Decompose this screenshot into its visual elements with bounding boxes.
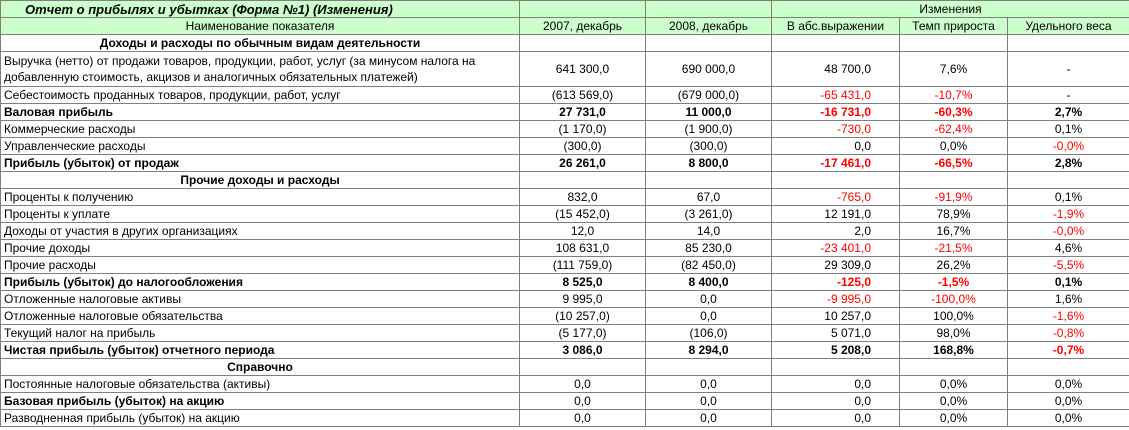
name-column-header: Наименование показателя (1, 18, 520, 35)
value-2008: 0,0 (646, 410, 772, 427)
row-name: Коммерческие расходы (1, 121, 520, 138)
value-2007: 3 086,0 (520, 342, 646, 359)
row-name: Прибыль (убыток) до налогообложения (1, 274, 520, 291)
section-title: Справочно (1, 359, 520, 376)
share-change: 0,1% (1008, 189, 1129, 206)
abs-change: -765,0 (772, 189, 900, 206)
abs-change: -17 461,0 (772, 155, 900, 172)
growth-rate: -66,5% (900, 155, 1008, 172)
row-name: Проценты к получению (1, 189, 520, 206)
growth-rate: 16,7% (900, 223, 1008, 240)
section-title: Прочие доходы и расходы (1, 172, 520, 189)
value-2007: (15 452,0) (520, 206, 646, 223)
growth-rate: -21,5% (900, 240, 1008, 257)
section-title: Доходы и расходы по обычным видам деятельности (1, 35, 520, 52)
table-row (1, 410, 1129, 427)
table-row (1, 104, 1129, 121)
row-name: Прочие расходы (1, 257, 520, 274)
growth-rate: 0,0% (900, 376, 1008, 393)
table-row (1, 240, 1129, 257)
table-row (1, 223, 1129, 240)
changes-group-header: Изменения (772, 1, 1129, 18)
abs-change: 0,0 (772, 393, 900, 410)
share-change: 0,1% (1008, 121, 1129, 138)
abs-change: -9 995,0 (772, 291, 900, 308)
row-name: Постоянные налоговые обязательства (активы) (1, 376, 520, 393)
table-row (1, 206, 1129, 223)
value-2008: (679 000,0) (646, 87, 772, 104)
value-2007: 12,0 (520, 223, 646, 240)
share-change-header: Удельного веса (1008, 18, 1129, 35)
table-row (1, 257, 1129, 274)
value-2008: 0,0 (646, 291, 772, 308)
value-2008: 67,0 (646, 189, 772, 206)
share-change: -0,7% (1008, 342, 1129, 359)
table-row (1, 274, 1129, 291)
growth-rate: -1,5% (900, 274, 1008, 291)
value-2007: (613 569,0) (520, 87, 646, 104)
row-name: Отложенные налоговые активы (1, 291, 520, 308)
table-row (1, 189, 1129, 206)
abs-change: 0,0 (772, 138, 900, 155)
value-2007: (1 170,0) (520, 121, 646, 138)
abs-change: 2,0 (772, 223, 900, 240)
value-2007: 0,0 (520, 376, 646, 393)
value-2007: (300,0) (520, 138, 646, 155)
table-row (1, 155, 1129, 172)
value-2008: 11 000,0 (646, 104, 772, 121)
value-2008: 0,0 (646, 376, 772, 393)
share-change: -1,6% (1008, 308, 1129, 325)
table-row (1, 87, 1129, 104)
value-2008: (300,0) (646, 138, 772, 155)
row-name: Разводненная прибыль (убыток) на акцию (1, 410, 520, 427)
growth-rate: 0,0% (900, 138, 1008, 155)
value-2007: 0,0 (520, 410, 646, 427)
row-name: Чистая прибыль (убыток) отчетного периода (1, 342, 520, 359)
row-name: Прибыль (убыток) от продаж (1, 155, 520, 172)
value-2008: 85 230,0 (646, 240, 772, 257)
share-change: -5,5% (1008, 257, 1129, 274)
row-name: Прочие доходы (1, 240, 520, 257)
row-name: Валовая прибыль (1, 104, 520, 121)
table-row (1, 342, 1129, 359)
value-2008: (3 261,0) (646, 206, 772, 223)
value-2007: (5 177,0) (520, 325, 646, 342)
row-name: Доходы от участия в других организациях (1, 223, 520, 240)
row-name: Текущий налог на прибыль (1, 325, 520, 342)
growth-rate: -60,3% (900, 104, 1008, 121)
share-change: 4,6% (1008, 240, 1129, 257)
abs-change: 0,0 (772, 410, 900, 427)
abs-change: 0,0 (772, 376, 900, 393)
title-row (1, 1, 1129, 18)
row-name: Отложенные налоговые обязательства (1, 308, 520, 325)
value-2007: (10 257,0) (520, 308, 646, 325)
value-2008: 0,0 (646, 308, 772, 325)
share-change: 1,6% (1008, 291, 1129, 308)
abs-change: 5 071,0 (772, 325, 900, 342)
value-2007: 8 525,0 (520, 274, 646, 291)
column-header-row (1, 18, 1129, 35)
value-2008: 8 400,0 (646, 274, 772, 291)
value-2008: (106,0) (646, 325, 772, 342)
value-2007: 0,0 (520, 393, 646, 410)
share-change: -0,8% (1008, 325, 1129, 342)
share-change: 2,7% (1008, 104, 1129, 121)
row-name: Проценты к уплате (1, 206, 520, 223)
share-change: 2,8% (1008, 155, 1129, 172)
abs-change: 48 700,0 (772, 52, 900, 87)
growth-rate: 168,8% (900, 342, 1008, 359)
value-2008: 14,0 (646, 223, 772, 240)
growth-rate: -91,9% (900, 189, 1008, 206)
table-row (1, 393, 1129, 410)
growth-rate: 26,2% (900, 257, 1008, 274)
share-change: 0,0% (1008, 393, 1129, 410)
table-row (1, 52, 1129, 87)
share-change: -0,0% (1008, 223, 1129, 240)
row-name: Себестоимость проданных товаров, продукции, работ, услуг (1, 87, 520, 104)
abs-change: -65 431,0 (772, 87, 900, 104)
growth-rate: 0,0% (900, 410, 1008, 427)
value-2007: 27 731,0 (520, 104, 646, 121)
table-row (1, 291, 1129, 308)
growth-rate: -10,7% (900, 87, 1008, 104)
col-2008-header: 2008, декабрь (646, 18, 772, 35)
abs-change: -730,0 (772, 121, 900, 138)
growth-rate: 0,0% (900, 393, 1008, 410)
table-row (1, 121, 1129, 138)
value-2008: (82 450,0) (646, 257, 772, 274)
growth-rate: 98,0% (900, 325, 1008, 342)
abs-change: 29 309,0 (772, 257, 900, 274)
share-change: 0,0% (1008, 376, 1129, 393)
share-change: 0,0% (1008, 410, 1129, 427)
growth-rate: 78,9% (900, 206, 1008, 223)
share-change: -1,9% (1008, 206, 1129, 223)
abs-change: -16 731,0 (772, 104, 900, 121)
table-row (1, 325, 1129, 342)
value-2007: (111 759,0) (520, 257, 646, 274)
growth-rate: -100,0% (900, 291, 1008, 308)
growth-rate: 7,6% (900, 52, 1008, 87)
value-2007: 641 300,0 (520, 52, 646, 87)
abs-change: -125,0 (772, 274, 900, 291)
section-header-row (1, 359, 1129, 376)
value-2007: 9 995,0 (520, 291, 646, 308)
abs-change-header: В абс.выражении (772, 18, 900, 35)
row-name: Базовая прибыль (убыток) на акцию (1, 393, 520, 410)
value-2007: 832,0 (520, 189, 646, 206)
abs-change: 10 257,0 (772, 308, 900, 325)
share-change: -0,0% (1008, 138, 1129, 155)
col-2007-header: 2007, декабрь (520, 18, 646, 35)
table-row (1, 138, 1129, 155)
share-change: - (1008, 87, 1129, 104)
row-name: Выручка (нетто) от продажи товаров, продукции, работ, услуг (за минусом налога на добавленную стоимость, акцизов и аналогичных обязательных платежей) (1, 52, 520, 87)
share-change: 0,1% (1008, 274, 1129, 291)
abs-change: 12 191,0 (772, 206, 900, 223)
table-row (1, 376, 1129, 393)
value-2008: 690 000,0 (646, 52, 772, 87)
growth-rate-header: Темп прироста (900, 18, 1008, 35)
value-2008: 8 294,0 (646, 342, 772, 359)
value-2007: 108 631,0 (520, 240, 646, 257)
section-header-row (1, 172, 1129, 189)
value-2008: (1 900,0) (646, 121, 772, 138)
value-2008: 0,0 (646, 393, 772, 410)
value-2007: 26 261,0 (520, 155, 646, 172)
report-title: Отчет о прибылях и убытках (Форма №1) (Изменения) (1, 1, 520, 18)
section-header-row (1, 35, 1129, 52)
share-change: - (1008, 52, 1129, 87)
row-name: Управленческие расходы (1, 138, 520, 155)
growth-rate: 100,0% (900, 308, 1008, 325)
abs-change: 5 208,0 (772, 342, 900, 359)
abs-change: -23 401,0 (772, 240, 900, 257)
value-2008: 8 800,0 (646, 155, 772, 172)
table-row (1, 308, 1129, 325)
growth-rate: -62,4% (900, 121, 1008, 138)
